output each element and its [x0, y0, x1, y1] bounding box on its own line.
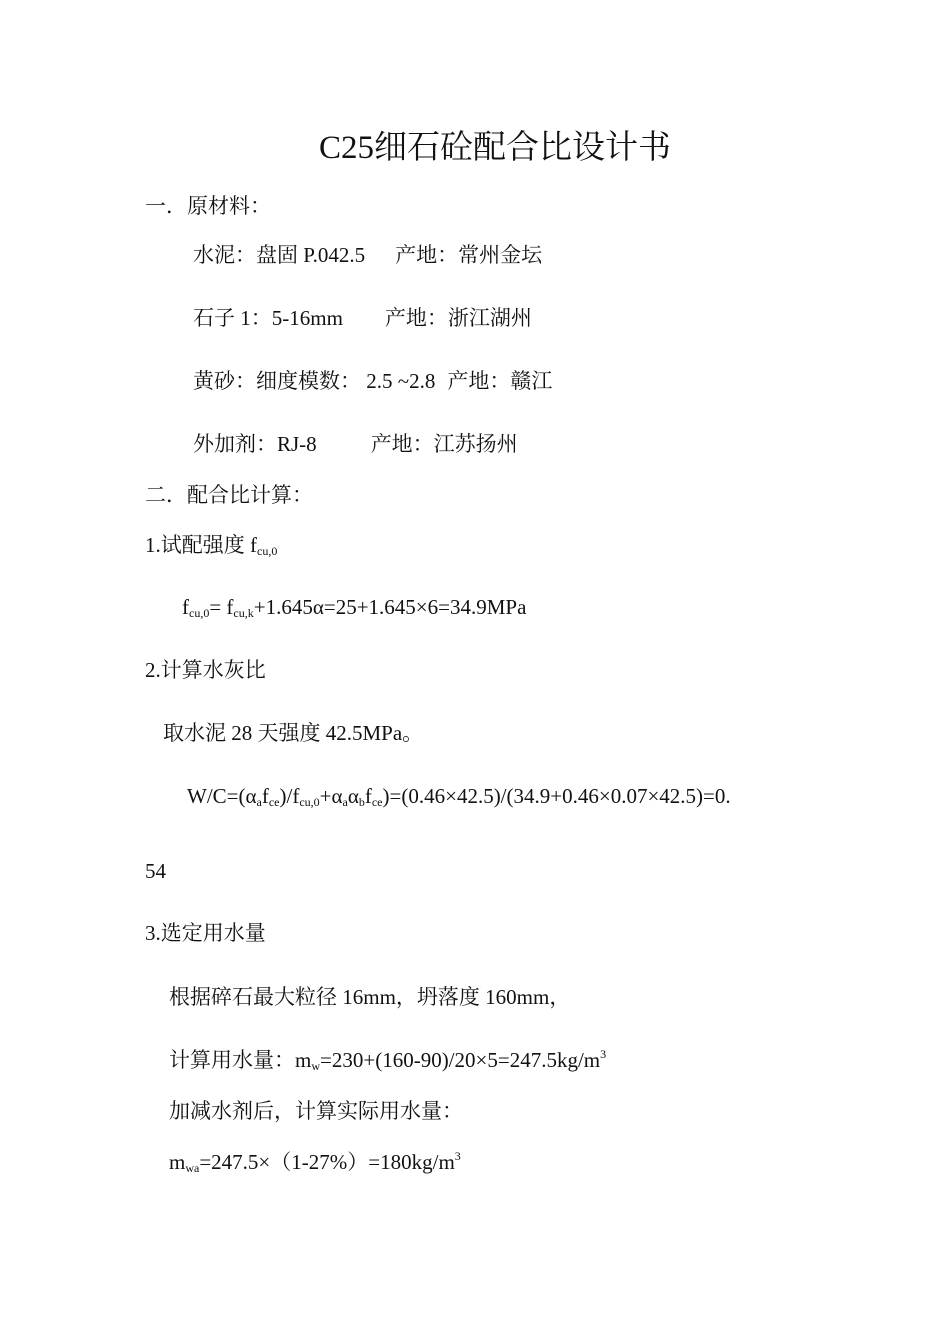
step1-heading-text: 1.试配强度 f: [145, 533, 257, 557]
formula-part: = f: [209, 595, 234, 619]
formula-sup: 3: [454, 1149, 461, 1163]
step1-heading-sub: cu,0: [257, 544, 278, 558]
formula-part: f: [182, 595, 189, 619]
material-cement-origin: 产地：常州金坛: [395, 243, 543, 267]
formula-part: +α: [319, 784, 343, 808]
section2-heading: 二．配合比计算：: [145, 483, 313, 507]
material-admixture-origin: 产地：江苏扬州: [370, 432, 518, 456]
material-stone-origin: 产地：浙江湖州: [384, 306, 532, 330]
material-cement-label: 水泥：盘固 P.042.5: [193, 243, 366, 267]
cement-strength-note: 取水泥 28 天强度 42.5MPa。: [163, 721, 424, 745]
formula-part: m: [169, 1150, 186, 1174]
step1-heading: [145, 535, 277, 556]
document-title: C25细石砼配合比设计书: [319, 130, 672, 166]
material-sand-origin: 产地：赣江: [447, 369, 553, 393]
formula-sub: cu,0: [189, 606, 210, 620]
formula-part: 计算用水量：m: [169, 1048, 312, 1072]
section1-heading: 一．原材料：: [145, 194, 271, 218]
formula-sub: cu,0: [299, 795, 320, 809]
step3-heading: 3.选定用水量: [145, 921, 266, 945]
formula-sub: wa: [185, 1161, 200, 1175]
wc-formula-continuation: 54: [145, 859, 166, 883]
strength-formula: [182, 597, 526, 618]
formula-sub: w: [311, 1059, 321, 1073]
formula-part: +1.645α=25+1.645×6=34.9MPa: [253, 595, 527, 619]
water-calc-formula: [169, 1047, 607, 1073]
wc-formula: [187, 786, 731, 807]
formula-part: )/f: [279, 784, 300, 808]
formula-part: =230+(160-90)/20×5=247.5kg/m: [320, 1048, 601, 1072]
formula-part: α: [347, 784, 359, 808]
formula-sub: a: [342, 795, 348, 809]
material-sand: [193, 371, 552, 392]
formula-sub: b: [358, 795, 365, 809]
actual-water-formula: [169, 1149, 461, 1175]
material-stone: [193, 308, 532, 329]
formula-sub: ce: [371, 795, 383, 809]
material-sand-label: 黄砂：细度模数： 2.5 ~2.8: [193, 369, 436, 393]
water-basis-text: 根据碎石最大粒径 16mm，坍落度 160mm，: [169, 985, 571, 1009]
material-stone-label: 石子 1：5-16mm: [193, 306, 343, 330]
step2-heading: 2.计算水灰比: [145, 658, 266, 682]
formula-sub: a: [256, 795, 262, 809]
formula-part: =247.5×（1-27%）=180kg/m: [199, 1150, 455, 1174]
formula-part: )=(0.46×42.5)/(34.9+0.46×0.07×42.5)=0.: [382, 784, 731, 808]
formula-part: W/C=(α: [187, 784, 257, 808]
material-admixture-label: 外加剂：RJ-8: [193, 432, 317, 456]
material-admixture: [193, 434, 518, 455]
reducer-note: 加减水剂后，计算实际用水量：: [169, 1099, 463, 1123]
formula-part: f: [261, 784, 269, 808]
formula-sub: cu,k: [233, 606, 254, 620]
formula-part: f: [364, 784, 372, 808]
material-cement: [193, 245, 542, 266]
formula-sup: 3: [600, 1047, 607, 1061]
formula-sub: ce: [268, 795, 280, 809]
